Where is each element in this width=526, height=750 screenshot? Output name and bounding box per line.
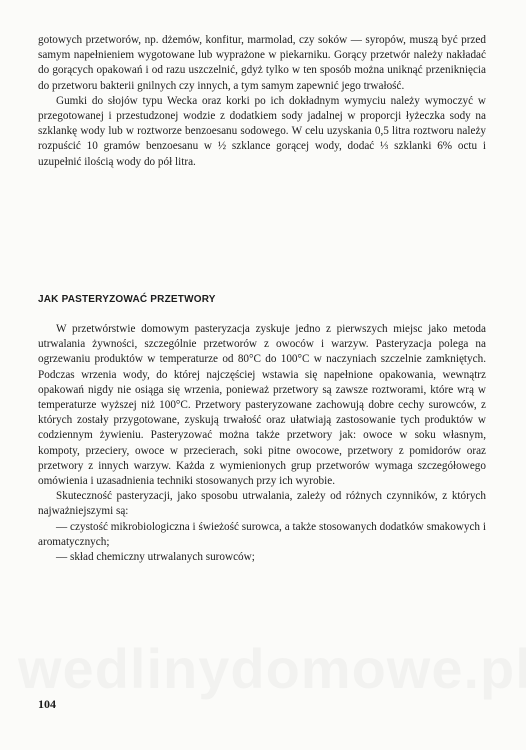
section-heading: JAK PASTERYZOWAĆ PRZETWORY: [38, 294, 216, 305]
watermark: [18, 636, 518, 701]
page-number: 104: [38, 697, 56, 711]
intro-paragraph-1: gotowych przetworów, np. dżemów, konfitur, marmolad, czy soków — syropów, muszą być przed samym napełnieniem wygotowane lub wyprażone w piekarniku. Gorący przetwór należy nakładać do gorących opakowań i od razu uszczelnić, gdyż tylko w ten sposób można uniknąć przeniknięcia do przetworu bakterii gnilnych czy innych, a tym samym zapewnić jego trwałość.: [38, 34, 486, 92]
intro-section: [38, 33, 486, 170]
section-paragraph-1: W przetwórstwie domowym pasteryzacja zyskuje jedno z pierwszych miejsc jako metoda utrwalania żywności, szczególnie przetworów z owoców i warzyw. Pasteryzacja polega na ogrzewaniu produktów w temperaturze od 80°C do 100°C w naczyniach szczelnie zamkniętych. Podczas wrzenia wody, do której najczęściej wstawia się napełnione opakowania, wewnątrz opakowań nigdy nie osiąga się wrzenia, ponieważ przetwory są zawsze roztworami, które wrą w temperaturze wyższej niż 100°C. Przetwory pasteryzowane zachowują dobre cechy surowców, z których zostały przygotowane, zyskują trwałość oraz ułatwiają zastosowanie tych produktów w codziennym żywieniu. Pasteryzować można także przetwory jak: owoce w soku własnym, kompoty, przeciery, owoce w przecierach, soki pitne owocowe, przetwory z pomidorów oraz przetwory z innych warzyw. Każda z wymienionych grup przetworów wymaga szczegółowego omówienia i uzasadnienia techniki stosowanych przy ich wyrobie.: [38, 323, 486, 488]
list-item-2: — skład chemiczny utrwalanych surowców;: [56, 551, 255, 564]
intro-paragraph-2: Gumki do słojów typu Wecka oraz korki po ich dokładnym wymyciu należy wymoczyć w przegotowanej i przestudzonej wodzie z dodatkiem sody jadalnej w proporcji łyżeczka sody na szklankę wody lub w roztworze benzoesanu sodowego. W celu uzyskania 0,5 litra roztworu należy rozpuścić 10 gramów benzoesanu w ½ szklance gorącej wody, dodać ⅓ szklanki 6% octu i uzupełnić ilością wody do pół litra.: [38, 94, 486, 168]
list-item-1: — czystość mikrobiologiczna i świeżość surowca, a także stosowanych dodatków smakowych i aromatycznych;: [38, 520, 486, 548]
pasteurization-section: [38, 322, 486, 565]
section-paragraph-2: Skuteczność pasteryzacji, jako sposobu utrwalania, zależy od różnych czynników, z których najważniejszymi są:: [38, 490, 486, 518]
